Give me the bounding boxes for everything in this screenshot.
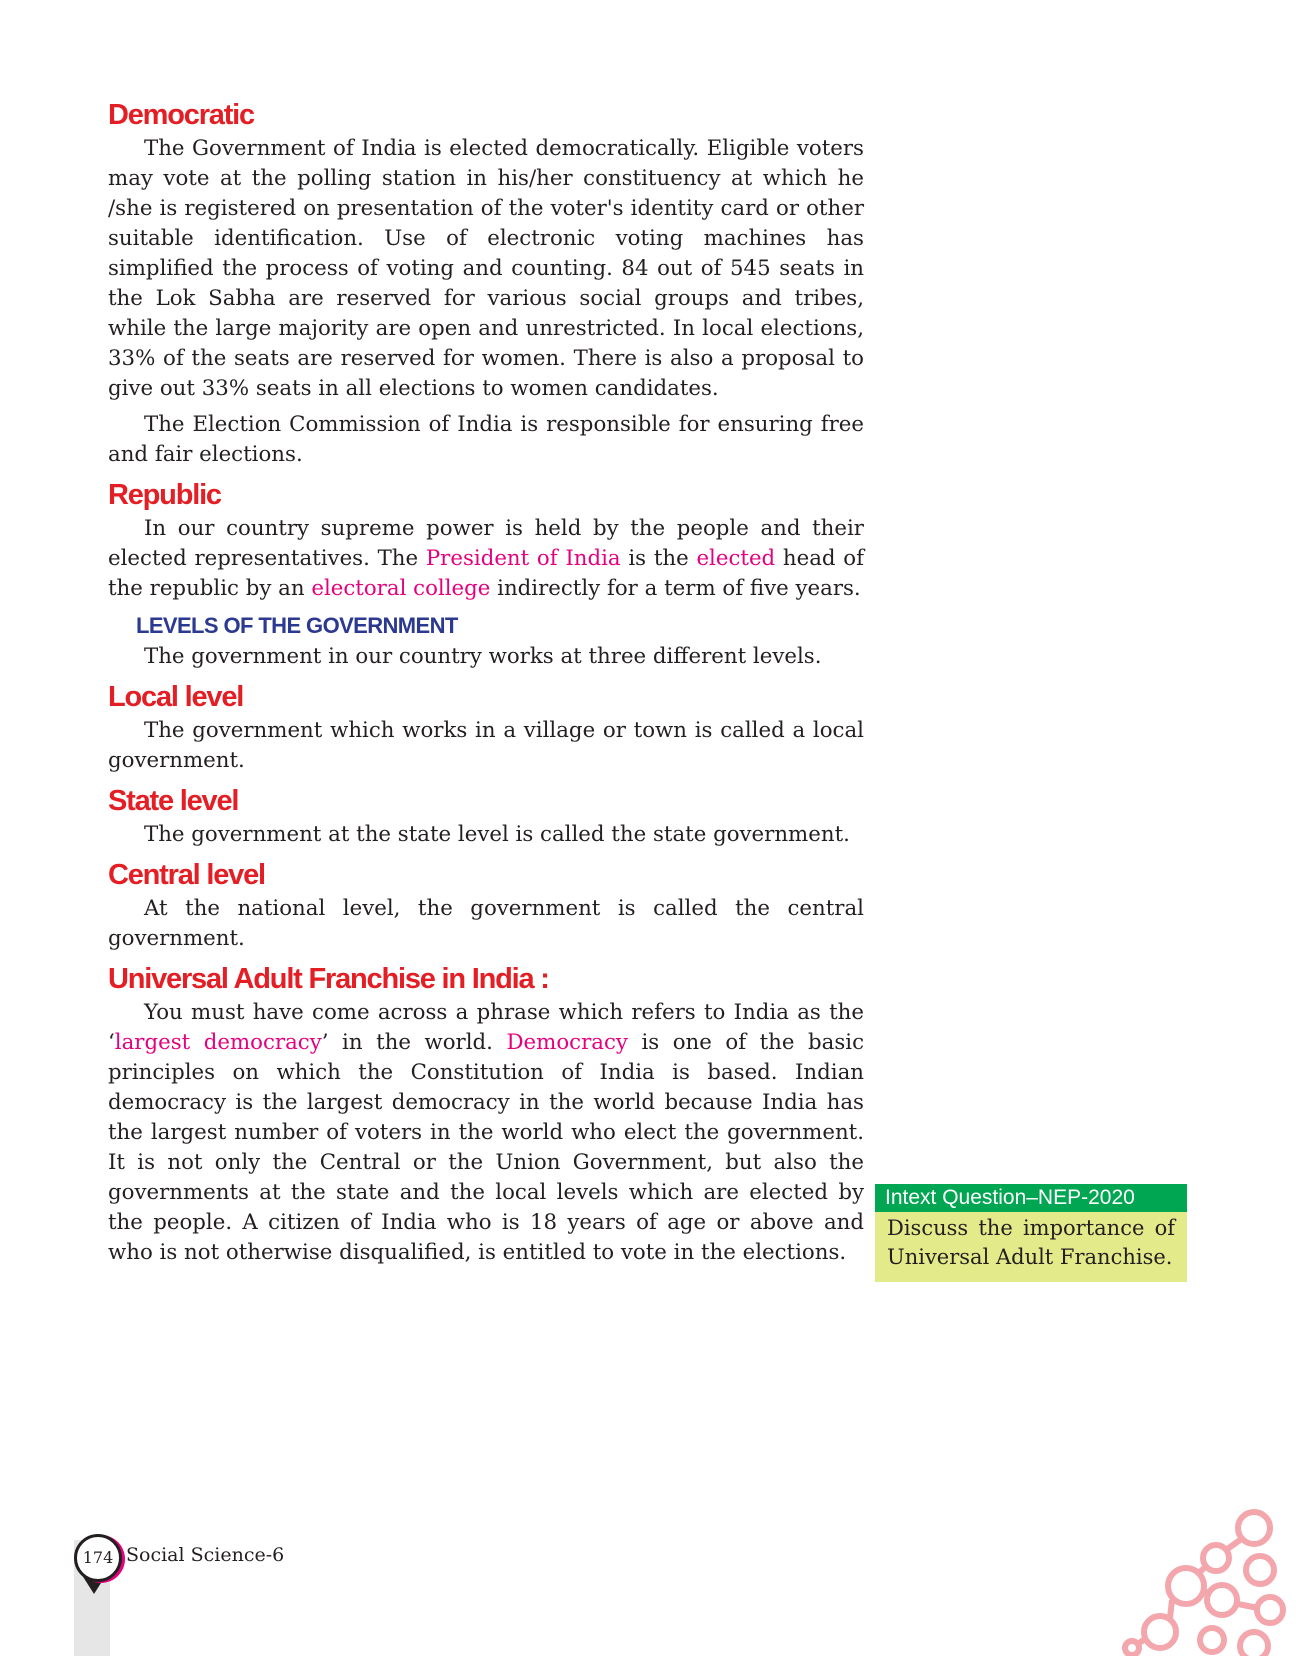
main-column	[108, 96, 864, 1274]
uaf-text-2: ’ in the world.	[321, 1030, 507, 1055]
heading-central-level: Central level	[108, 859, 265, 891]
deco-circle	[1257, 1597, 1283, 1623]
central-paragraph: At the national level, the government is called the central government.	[108, 896, 864, 951]
highlight-elected: elected	[696, 546, 776, 571]
decorative-circles-icon	[1120, 1500, 1296, 1656]
state-paragraph: The government at the state level is called the state government.	[144, 822, 850, 847]
uaf-text-1: You must have come across a phrase which refers to India as the ‘	[108, 1000, 864, 1055]
book-title: Social Science-6	[126, 1544, 285, 1566]
deco-circle	[1200, 1628, 1224, 1652]
deco-circle	[1125, 1641, 1139, 1655]
deco-circle	[1246, 1556, 1274, 1584]
page-number-badge: 174	[74, 1534, 122, 1582]
deco-circle	[1203, 1545, 1229, 1571]
local-paragraph: The government which works in a village or town is called a local government.	[108, 718, 864, 773]
deco-circle	[1144, 1616, 1176, 1648]
heading-republic: Republic	[108, 479, 221, 511]
uaf-text-3: is one of the basic principles on which the Constitution of India is based. Indian democracy is the largest democracy in the world because India has the largest number of voters in the world who elect the government. It is not only the Central or the Union Government, but also the governments at the state and the local levels which are elected by the people. A citizen of India who is 18 years of age or above and who is not otherwise disqualified, is entitled to vote in the elections.	[108, 1030, 864, 1265]
intext-question-box	[875, 1184, 1187, 1282]
uaf-paragraph	[108, 998, 864, 1268]
heading-universal-adult-franchise: Universal Adult Franchise in India :	[108, 963, 549, 995]
democratic-paragraph-1: The Government of India is elected democratically. Eligible voters may vote at the polling station in his/her constituency at which he /she is registered on presentation of the voter's identity card or other suitable identification. Use of electronic voting machines has simplified the process of voting and counting. 84 out of 545 seats in the Lok Sabha are reserved for various social groups and tribes, while the large majority are open and unrestricted. In local elections, 33% of the seats are reserved for women. There is also a proposal to give out 33% seats in all elections to women candidates.	[108, 136, 864, 401]
deco-circle	[1240, 1632, 1268, 1656]
republic-text-1: In our country supreme power is held by the people and their elected representatives. The	[108, 516, 864, 571]
highlight-president: President of India	[425, 546, 621, 571]
heading-democratic: Democratic	[108, 99, 254, 131]
deco-circle	[1238, 1512, 1270, 1544]
republic-paragraph	[108, 514, 864, 604]
deco-circle	[1207, 1585, 1237, 1615]
intext-question-text: Discuss the importance of Universal Adult Franchise.	[887, 1216, 1175, 1269]
heading-levels: LEVELS OF THE GOVERNMENT	[136, 613, 458, 638]
democratic-paragraph-2: The Election Commission of India is responsible for ensuring free and fair elections.	[108, 412, 864, 467]
republic-text-2: is the	[620, 546, 697, 571]
republic-text-4: indirectly for a term of five years.	[490, 576, 861, 601]
heading-local-level: Local level	[108, 681, 244, 713]
highlight-electoral-college: electoral college	[311, 576, 491, 601]
highlight-largest-democracy: largest democracy	[114, 1030, 322, 1055]
intext-question-title: Intext Question–NEP-2020	[875, 1184, 1187, 1212]
heading-state-level: State level	[108, 785, 239, 817]
highlight-democracy: Democracy	[506, 1030, 628, 1055]
levels-paragraph: The government in our country works at three different levels.	[144, 644, 822, 669]
republic-text-3: head of the republic by an	[108, 546, 864, 601]
